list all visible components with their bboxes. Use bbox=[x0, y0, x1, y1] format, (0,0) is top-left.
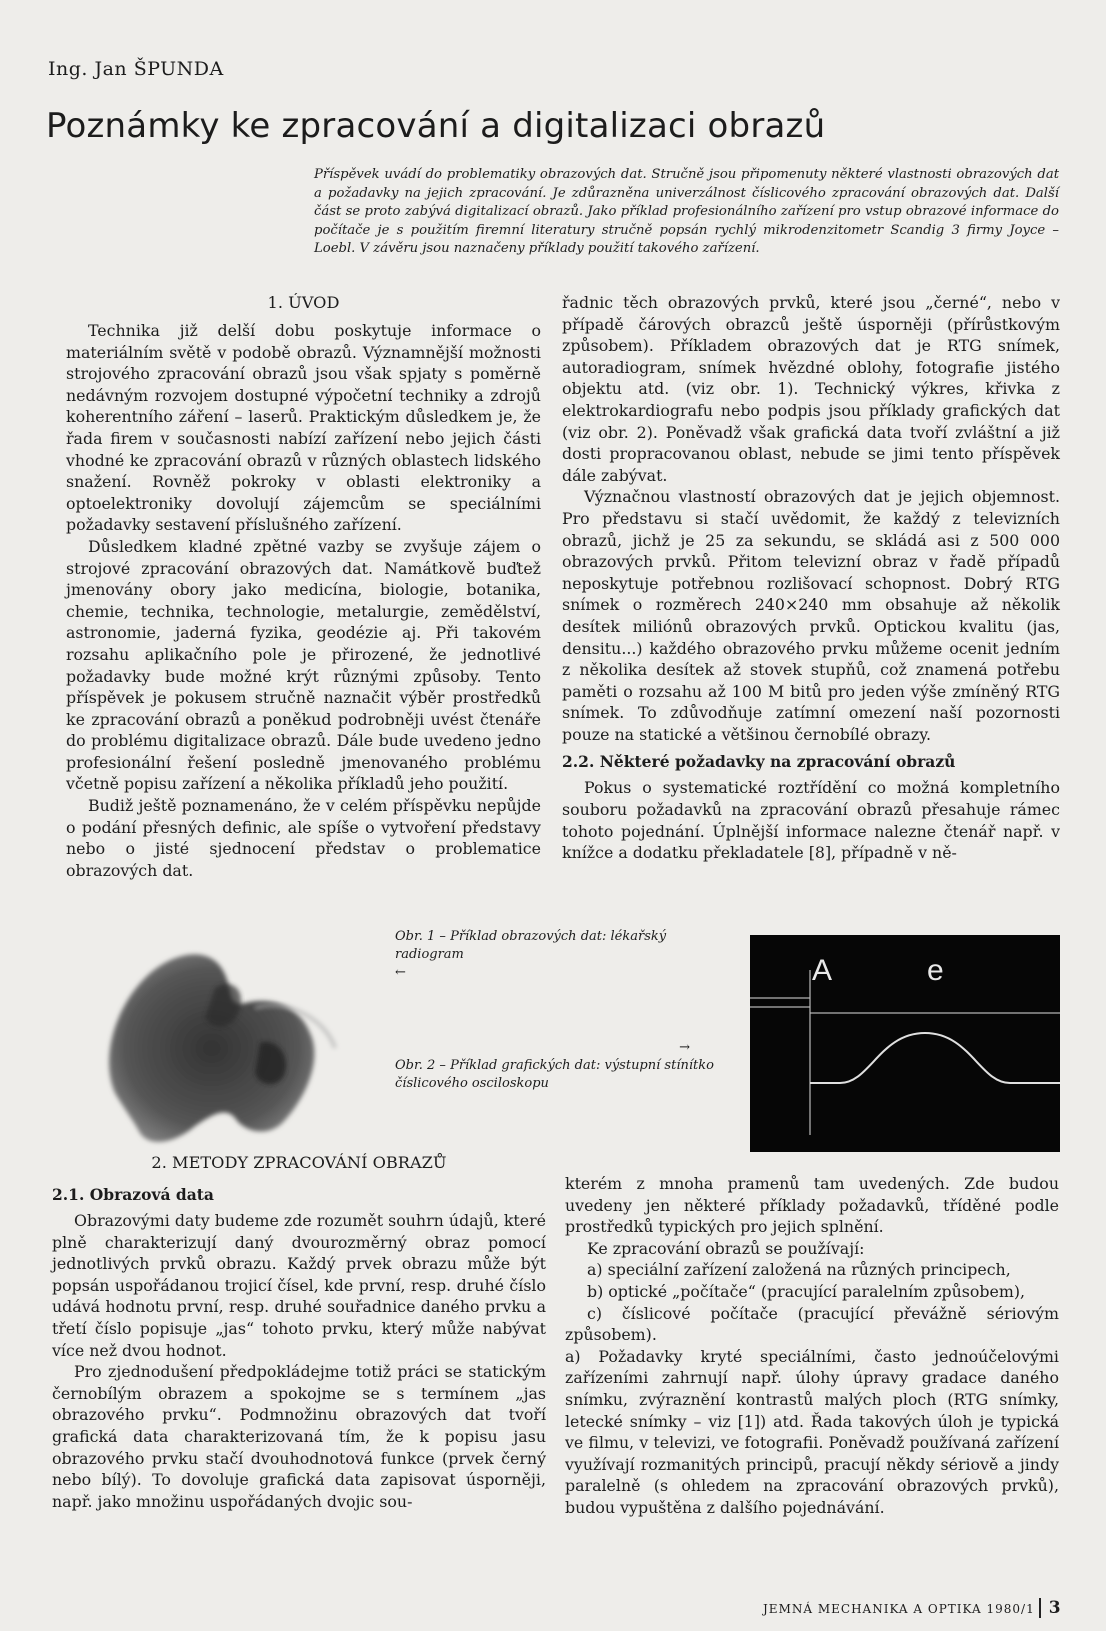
section-heading-methods: 2. METODY ZPRACOVÁNÍ OBRAZŮ bbox=[151, 1153, 447, 1172]
page-footer bbox=[763, 1598, 1062, 1618]
abstract: Příspěvek uvádí do problematiky obrazových dat. Stručně jsou připomenuty některé vlastnosti obrazových dat a požadavky na jejich zpracování. Je zdůrazněna univerzálnost číslicového zpracování obrazových dat. Další část se proto zabývá digitalizací obrazů. Jako příklad profesionálního zařízení pro vstup obrazové informace do počítače je s použitím firemní literatury stručně popsán rychlý mikrodenzitometr Scandig 3 firmy Joyce – Loebl. V závěru jsou naznačeny příklady použití takového zařízení. bbox=[314, 167, 1059, 256]
journal-name: JEMNÁ MECHANIKA A OPTIKA 1980/1 bbox=[763, 1602, 1035, 1616]
figure-2-caption bbox=[395, 1039, 715, 1093]
column-top-left bbox=[66, 292, 541, 881]
scope-letter-e: e bbox=[927, 954, 944, 987]
figure-1-caption-text: Obr. 1 – Příklad obrazových dat: lékařský radiogram bbox=[395, 929, 667, 962]
arrow-left-icon: ← bbox=[395, 965, 406, 980]
page-number: 3 bbox=[1039, 1598, 1062, 1618]
paragraph: Technika již delší dobu poskytuje informace o materiálním světě v podobě obrazů. Významnější možnosti strojového zpracování obrazů jsou však spjaty s poměrně nedávným rozvojem dostupné výpočetní techniky a zdrojů koherentního záření – laserů. Praktickým důsledkem je, že řada firem v současnosti nabízí zařízení nebo jejich části vhodné ke zpracování obrazů v různých oblastech lidského snažení. Rovněž pokroky v oblasti elektroniky a optoelektroniky dovolují zájemcům se speciálními požadavky sestavení příslušného zařízení. bbox=[66, 321, 541, 535]
paragraph: Význačnou vlastností obrazových dat je jejich objemnost. Pro představu si stačí uvědomit, že každý z televizních obrazů, jichž je 25 za sekundu, se skládá asi z 500 000 obrazových prvků. Přitom televizní obraz v řadě případů neposkytuje potřebnou rozlišovací schopnost. Dobrý RTG snímek o rozměrech 240×240 mm obsahuje až několik desítek miliónů obrazových prvků. Optickou kvalitu (jas, densitu...) každého obrazového prvku můžeme ocenit jedním z několika desítek až stovek stupňů, což znamená potřebu paměti o rozsahu až 100 M bitů pro jeden výše zmíněný RTG snímek. To zdůvodňuje zatímní omezení naší pozornosti pouze na statické a většinou černobílé obrazy. bbox=[562, 487, 1060, 744]
list-item: b) optické „počítače“ (pracující paralelním způsobem), bbox=[587, 1281, 1026, 1301]
article-title: Poznámky ke zpracování a digitalizaci obrazů bbox=[46, 106, 826, 146]
paragraph: Pokus o systematické roztřídění co možná kompletního souboru požadavků na zpracování obrazů přesahuje rámec tohoto pojednání. Úplnější informace nalezne čtenář např. v knížce a dodatku překladatele [8], případně v ně- bbox=[562, 778, 1060, 863]
figure-1-caption bbox=[395, 928, 715, 982]
column-top-right bbox=[562, 292, 1060, 864]
subheading-requirements: 2.2. Některé požadavky na zpracování obrazů bbox=[562, 752, 956, 772]
paragraph: a) Požadavky kryté speciálními, často jednoúčelovými zařízeními zahrnují např. úlohy úpravy gradace daného snímku, zvýraznění kontrastů malých ploch (RTG snímky, letecké snímky – viz [1]) atd. Řada takových úloh je typická ve filmu, v televizi, ve fotografii. Poněvadž používaná zařízení využívají rozmanitých principů, pracují někdy sériově a jindy paralelně (s ohledem na zpracování obrazových prvků), budou vypuštěna z dalšího pojednávání. bbox=[565, 1346, 1059, 1517]
author: Ing. Jan ŠPUNDA bbox=[48, 58, 224, 80]
paragraph: Budiž ještě poznamenáno, že v celém příspěvku nepůjde o podání přesných definic, ale spíše o vytvoření představy nebo o jisté sjednocení představ o problematice obrazových dat. bbox=[66, 796, 541, 880]
paragraph: Pro zjednodušení předpokládejme totiž práci se statickým černobílým obrazem a spokojme se s termínem „jas obrazového prvku“. Podmnožinu obrazových dat tvoří grafická data charakterizovaná tím, že k popisu jasu obrazového prvku stačí dvouhodnotová funkce (prvek černý nebo bílý). To dovoluje grafická data zapisovat úsporněji, např. jako množinu uspořádaných dvojic sou- bbox=[52, 1362, 546, 1511]
paragraph: Obrazovými daty budeme zde rozumět souhrn údajů, které plně charakterizují daný dvourozměrný obraz pomocí jednotlivých prvků obrazu. Každý prvek obrazu může být popsán uspořádanou trojicí čísel, kde první, resp. druhé číslo udává hodnotu první, resp. druhé souřadnice daného prvku a třetí číslo popisuje „jas“ tohoto prvku, který může nabývat více než dvou hodnot. bbox=[52, 1211, 546, 1360]
list-item: c) číslicové počítače (pracující převážně sériovým způsobem). bbox=[565, 1303, 1059, 1345]
column-bottom-right bbox=[565, 1173, 1059, 1519]
list-item: a) speciální zařízení založená na různých principech, bbox=[587, 1260, 1011, 1280]
scope-letter-a: A bbox=[812, 954, 833, 987]
paragraph: řadnic těch obrazových prvků, které jsou „černé“, nebo v případě čárových obrazců ještě úsporněji (přírůstkovým způsobem). Příkladem obrazových dat je RTG snímek, autoradiogram, snímek hvězdné oblohy, fotografie jistého objektu atd. (viz obr. 1). Technický výkres, křivka z elektrokardiografu nebo podpis jsou příklady grafických dat (viz obr. 2). Poněvadž však grafická data tvoří zvláštní a již dosti propracovanou oblast, nebude se jimi tento příspěvek dále zabývat. bbox=[562, 293, 1060, 485]
paragraph: Důsledkem kladné zpětné vazby se zvyšuje zájem o strojové zpracování obrazových dat. Namátkově buďtež jmenovány obory jako medicína, biologie, botanika, chemie, technika, technologie, metalurgie, zemědělství, astronomie, jaderná fyzika, geodézie aj. Při takovém rozsahu aplikačního pole je přirozené, že jednotlivé požadavky bude možné krýt různými způsoby. Tento příspěvek je pokusem stručně naznačit výběr prostředků ke zpracování obrazů a poněkud podrobněji uvést čtenáře do problému digitalizace obrazů. Dále bude uvedeno jedno profesionální řešení posledně jmenovaného problému včetně popisu zařízení a několika příkladů jeho použití. bbox=[66, 536, 541, 794]
section-heading-intro: 1. ÚVOD bbox=[267, 293, 340, 312]
figure-2-oscilloscope-screen bbox=[750, 935, 1060, 1152]
paragraph: Ke zpracování obrazů se používají: bbox=[587, 1238, 865, 1258]
paragraph: kterém z mnoha pramenů tam uvedených. Zde budou uvedeny jen některé příklady požadavků, tříděné podle prostředků typických pro jejich splnění. bbox=[565, 1174, 1059, 1237]
figure-1-radiogram bbox=[95, 948, 355, 1163]
figure-2-caption-text: Obr. 2 – Příklad grafických dat: výstupní stínítko číslicového osciloskopu bbox=[395, 1058, 714, 1091]
column-bottom-left bbox=[52, 1153, 546, 1512]
subheading-image-data: 2.1. Obrazová data bbox=[52, 1185, 214, 1204]
arrow-right-icon: → bbox=[679, 1040, 690, 1055]
